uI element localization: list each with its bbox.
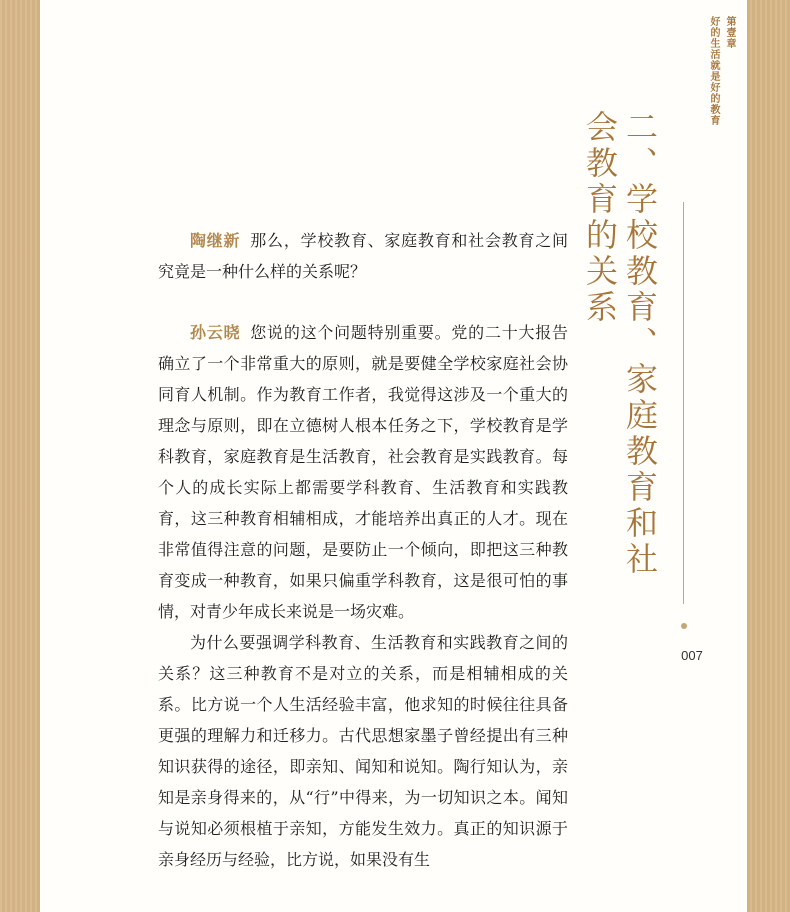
page-number: 007 (681, 648, 703, 663)
paragraph-text: 那么，学校教育、家庭教育和社会教育之间究竟是一种什么样的关系呢？ (158, 231, 568, 281)
running-head-title: 好的生活就是好的教育 (708, 16, 719, 126)
running-head-chapter: 第壹章 (724, 16, 735, 49)
body-text (158, 225, 568, 875)
paragraph-gap (158, 287, 568, 317)
paragraph-text: 您说的这个问题特别重要。党的二十大报告确立了一个非常重大的原则，就是要健全学校家庭社会协同育人机制。作为教育工作者，我觉得这涉及一个重大的理念与原则，即在立德树人根本任务之下，学校教育是学科教育，家庭教育是生活教育，社会教育是实践教育。每个人的成长实际上都需要学科教育、生活教育和实践教育，这三种教育相辅相成，才能培养出真正的人才。现在非常值得注意的问题，是要防止一个倾向，即把这三种教育变成一种教育，如果只偏重学科教育，这是很可怕的事情，对青少年成长来说是一场灾难。 (158, 323, 568, 621)
paragraph-text: 为什么要强调学科教育、生活教育和实践教育之间的关系？这三种教育不是对立的关系，而是相辅相成的关系。比方说一个人生活经验丰富，他求知的时候往往具备更强的理解力和迁移力。古代思想家墨子曾经提出有三种知识获得的途径，即亲知、闻知和说知。陶行知认为，亲知是亲身得来的，从“行”中得来，为一切知识之本。闻知与说知必须根植于亲知，方能发生效力。真正的知识源于亲身经历与经验，比方说，如果没有生 (158, 633, 568, 869)
rule-dot (681, 623, 687, 629)
section-heading: 二、学校教育、家庭教育和社会教育的关系 (581, 110, 659, 578)
speaker-name: 孙云晓 (190, 323, 241, 342)
vertical-rule (683, 202, 684, 604)
book-page (40, 0, 747, 912)
running-head (677, 16, 737, 176)
speaker-name: 陶继新 (190, 231, 241, 250)
body-paragraph (158, 627, 568, 875)
dialog-paragraph (158, 317, 568, 627)
dialog-paragraph (158, 225, 568, 287)
